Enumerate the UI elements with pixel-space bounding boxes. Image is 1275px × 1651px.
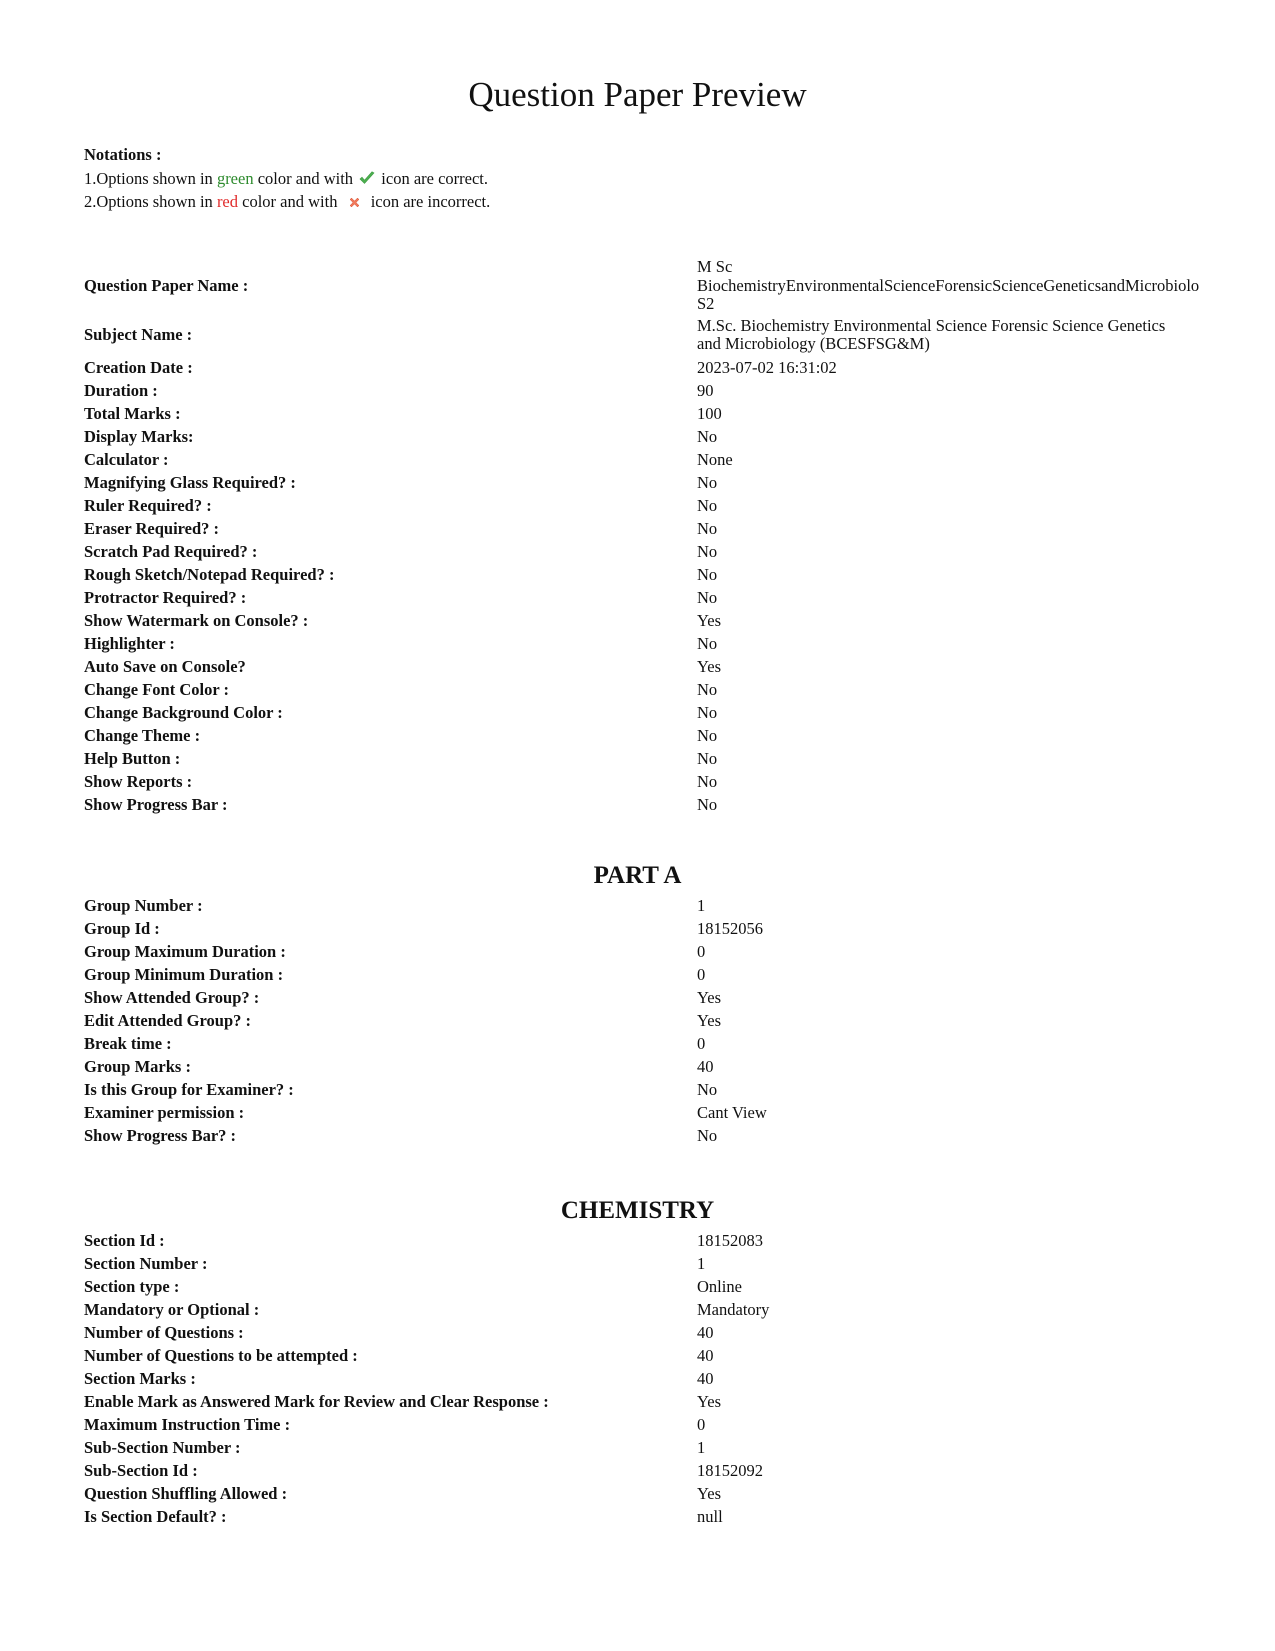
paper-name-row	[84, 258, 1204, 314]
part-a-title: PART A	[593, 862, 682, 889]
red-word: red	[216, 192, 239, 211]
info-label: Group Minimum Duration :	[84, 965, 284, 984]
info-label: Maximum Instruction Time :	[84, 1415, 291, 1434]
info-label: Rough Sketch/Notepad Required? :	[84, 565, 335, 584]
notation-correct	[84, 167, 490, 190]
notation-incorrect	[84, 190, 490, 213]
info-value: 90	[697, 381, 714, 400]
info-row	[84, 632, 1204, 655]
notation-text: icon are incorrect.	[366, 192, 491, 211]
info-value: No	[697, 703, 718, 722]
info-label: Is this Group for Examiner? :	[84, 1080, 294, 1099]
info-value: No	[697, 680, 718, 699]
info-row	[84, 1505, 1204, 1528]
info-row	[84, 724, 1204, 747]
info-label: Break time :	[84, 1034, 172, 1053]
chemistry-title: CHEMISTRY	[560, 1197, 715, 1224]
info-label: Group Id :	[84, 919, 160, 938]
info-label: Highlighter :	[84, 634, 175, 653]
notation-text: 2.Options shown in	[84, 192, 217, 211]
info-value: 1	[697, 896, 706, 915]
info-label: Creation Date :	[84, 358, 193, 377]
info-row	[84, 894, 1204, 917]
subject-name-line: and Microbiology (BCESFSG&M)	[697, 334, 930, 353]
green-word: green	[216, 169, 254, 188]
info-row	[84, 1055, 1204, 1078]
info-value: No	[697, 565, 718, 584]
info-label: Auto Save on Console?	[84, 657, 246, 676]
info-value: Yes	[697, 1011, 722, 1030]
info-label: Group Marks :	[84, 1057, 191, 1076]
info-row	[84, 517, 1204, 540]
info-row	[84, 793, 1204, 816]
info-row	[84, 402, 1204, 425]
info-value: Yes	[697, 611, 722, 630]
info-row	[84, 586, 1204, 609]
notation-text: 1.Options shown in	[84, 169, 217, 188]
paper-name-value	[697, 258, 1202, 314]
chemistry-info	[84, 1229, 1204, 1528]
info-row	[84, 1459, 1204, 1482]
chemistry-rows	[84, 1229, 1204, 1528]
info-value: 40	[697, 1369, 714, 1388]
info-row	[84, 1032, 1204, 1055]
paper-name-line: M Sc	[697, 258, 733, 277]
info-value: 18152056	[697, 919, 763, 938]
info-row	[84, 1078, 1204, 1101]
info-label: Number of Questions to be attempted :	[84, 1346, 358, 1365]
info-label: Total Marks :	[84, 404, 181, 423]
info-label: Change Background Color :	[84, 703, 283, 722]
info-value: Yes	[697, 657, 722, 676]
info-row	[84, 425, 1204, 448]
info-label: Mandatory or Optional :	[84, 1300, 260, 1319]
info-label: Show Progress Bar? :	[84, 1126, 237, 1145]
info-value: No	[697, 634, 718, 653]
info-value: No	[697, 1126, 718, 1145]
info-label: Edit Attended Group? :	[84, 1011, 252, 1030]
info-value: 0	[697, 1034, 706, 1053]
subject-name-row	[84, 314, 1204, 356]
info-value: No	[697, 795, 718, 814]
info-value: 0	[697, 942, 706, 961]
info-value: No	[697, 588, 718, 607]
info-row	[84, 1390, 1204, 1413]
info-value: 2023-07-02 16:31:02	[697, 358, 837, 377]
info-value: Mandatory	[697, 1300, 770, 1319]
info-row	[84, 1275, 1204, 1298]
notation-text: color and with	[238, 192, 342, 211]
info-row	[84, 1321, 1204, 1344]
paper-info-rows	[84, 356, 1204, 816]
paper-name-line: BiochemistryEnvironmentalScienceForensicScienceGeneticsandMicrobiolo	[697, 275, 1200, 295]
info-label: Duration :	[84, 381, 158, 400]
subject-name-line: M.Sc. Biochemistry Environmental Science Forensic Science Genetics	[697, 316, 1166, 335]
info-value: No	[697, 726, 718, 745]
info-label: Enable Mark as Answered Mark for Review and Clear Response :	[84, 1392, 549, 1411]
info-label: Is Section Default? :	[84, 1507, 227, 1526]
info-value: No	[697, 749, 718, 768]
info-row	[84, 1367, 1204, 1390]
info-row	[84, 540, 1204, 563]
notation-text: color and with	[253, 169, 358, 188]
info-value: No	[697, 473, 718, 492]
info-row	[84, 770, 1204, 793]
info-label: Group Number :	[84, 896, 203, 915]
info-value: None	[697, 450, 733, 469]
info-row	[84, 356, 1204, 379]
info-row	[84, 940, 1204, 963]
info-label: Group Maximum Duration :	[84, 942, 286, 961]
part-a-rows	[84, 894, 1204, 1147]
info-value: No	[697, 542, 718, 561]
info-row	[84, 655, 1204, 678]
info-row	[84, 1413, 1204, 1436]
info-row	[84, 678, 1204, 701]
info-row	[84, 747, 1204, 770]
info-label: Show Progress Bar :	[84, 795, 228, 814]
info-value: 18152083	[697, 1231, 763, 1250]
info-label: Show Reports :	[84, 772, 193, 791]
info-label: Magnifying Glass Required? :	[84, 473, 296, 492]
info-row	[84, 1482, 1204, 1505]
info-label: Eraser Required? :	[84, 519, 220, 538]
paper-name-label: Question Paper Name :	[84, 275, 249, 295]
info-value: No	[697, 1080, 718, 1099]
info-row	[84, 1101, 1204, 1124]
info-row	[84, 609, 1204, 632]
info-label: Scratch Pad Required? :	[84, 542, 258, 561]
info-value: No	[697, 772, 718, 791]
info-label: Number of Questions :	[84, 1323, 244, 1342]
info-row	[84, 379, 1204, 402]
info-label: Sub-Section Id :	[84, 1461, 198, 1480]
info-value: Yes	[697, 988, 722, 1007]
info-value: Online	[697, 1277, 742, 1296]
check-icon	[359, 171, 375, 185]
subject-name-value	[697, 317, 1202, 354]
paper-name-line: S2	[697, 294, 715, 314]
info-value: 100	[697, 404, 722, 423]
info-value: 1	[697, 1254, 706, 1273]
info-row	[84, 963, 1204, 986]
info-row	[84, 986, 1204, 1009]
info-value: 18152092	[697, 1461, 763, 1480]
info-value: Yes	[697, 1484, 722, 1503]
notation-text: icon are correct.	[377, 169, 488, 188]
info-value: No	[697, 427, 718, 446]
info-label: Change Theme :	[84, 726, 201, 745]
info-label: Protractor Required? :	[84, 588, 247, 607]
info-value: 40	[697, 1323, 714, 1342]
info-label: Show Watermark on Console? :	[84, 611, 309, 630]
subject-name-label: Subject Name :	[84, 324, 193, 344]
part-a-info	[84, 894, 1204, 1147]
info-label: Section type :	[84, 1277, 180, 1296]
info-row	[84, 917, 1204, 940]
info-label: Help Button :	[84, 749, 181, 768]
info-label: Ruler Required? :	[84, 496, 212, 515]
info-row	[84, 448, 1204, 471]
info-row	[84, 1436, 1204, 1459]
info-value: 40	[697, 1346, 714, 1365]
info-row	[84, 1344, 1204, 1367]
info-value: 0	[697, 1415, 706, 1434]
paper-info	[84, 258, 1204, 816]
info-row	[84, 494, 1204, 517]
info-value: null	[697, 1507, 723, 1526]
info-label: Section Marks :	[84, 1369, 196, 1388]
page-title: Question Paper Preview	[468, 75, 807, 114]
info-label: Section Id :	[84, 1231, 165, 1250]
info-value: Yes	[697, 1392, 722, 1411]
info-row	[84, 471, 1204, 494]
info-label: Question Shuffling Allowed :	[84, 1484, 288, 1503]
notations	[84, 143, 490, 213]
info-label: Change Font Color :	[84, 680, 229, 699]
info-row	[84, 563, 1204, 586]
info-row	[84, 1229, 1204, 1252]
info-value: No	[697, 519, 718, 538]
info-label: Show Attended Group? :	[84, 988, 260, 1007]
info-value: 40	[697, 1057, 714, 1076]
info-value: 0	[697, 965, 706, 984]
notations-heading: Notations :	[84, 145, 162, 164]
info-row	[84, 701, 1204, 724]
info-label: Examiner permission :	[84, 1103, 245, 1122]
info-label: Calculator :	[84, 450, 169, 469]
info-row	[84, 1124, 1204, 1147]
info-row	[84, 1009, 1204, 1032]
info-row	[84, 1252, 1204, 1275]
info-label: Display Marks:	[84, 427, 194, 446]
info-label: Section Number :	[84, 1254, 208, 1273]
info-value: 1	[697, 1438, 706, 1457]
info-row	[84, 1298, 1204, 1321]
info-value: No	[697, 496, 718, 515]
info-label: Sub-Section Number :	[84, 1438, 241, 1457]
cross-icon	[348, 196, 361, 209]
info-value: Cant View	[697, 1103, 767, 1122]
